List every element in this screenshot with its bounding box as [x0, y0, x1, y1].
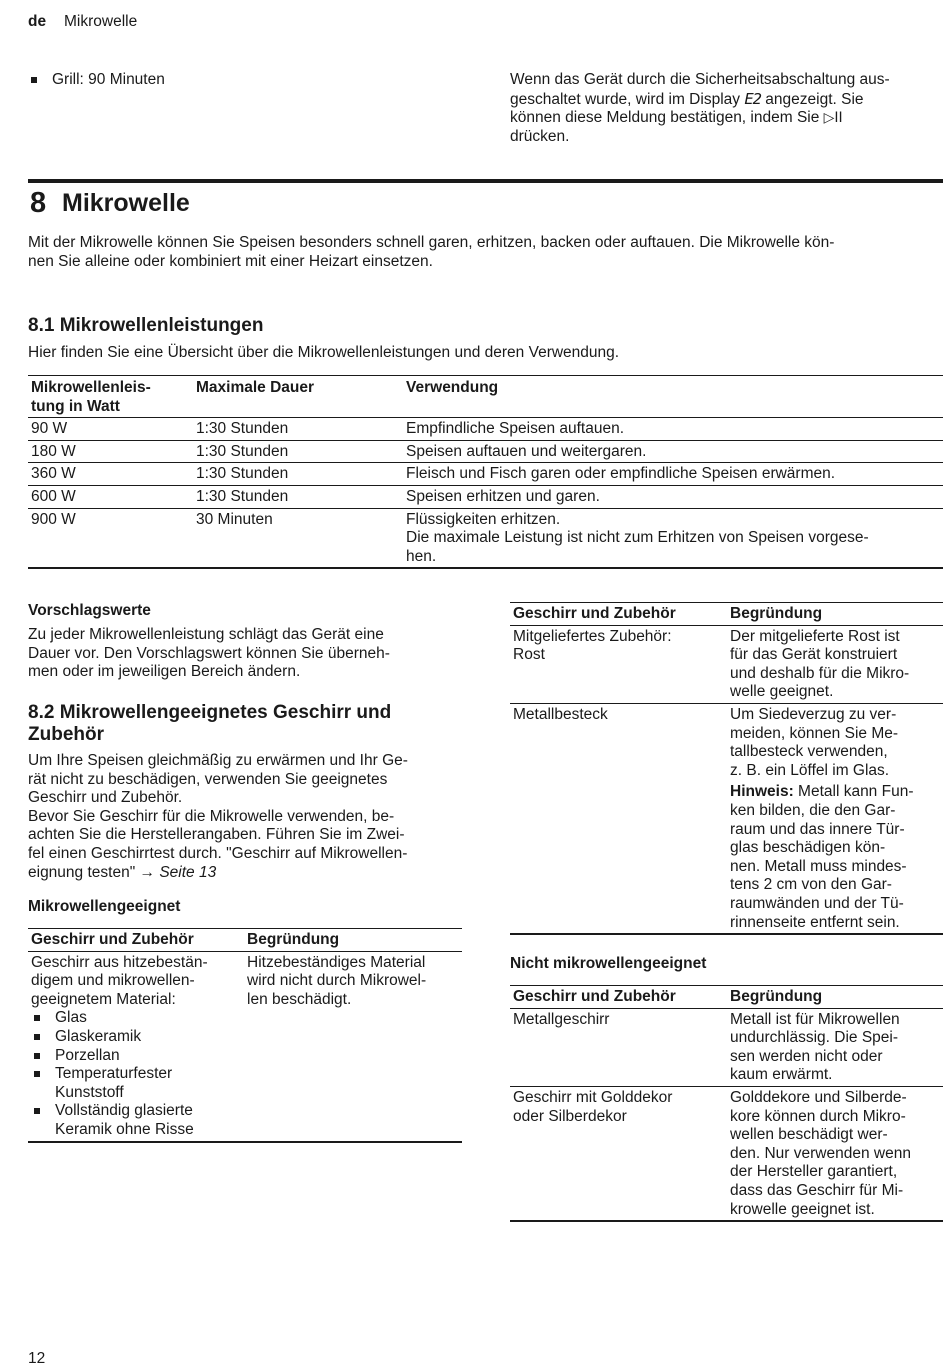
- list-item: Glas: [31, 1009, 241, 1028]
- list-item: Porzellan: [31, 1047, 241, 1066]
- table-row: Geschirr mit Golddekor oder Silberdekor Golddekore und Silberde- kore können durch Mikro- wellen beschädigt wer- den. Nur verwenden wenn der Hersteller garantiert, dass das Geschirr für Mi- krowelle geeignet ist.: [510, 1086, 943, 1221]
- table-header-row: [28, 376, 943, 418]
- suggested-values-text: Zu jeder Mikrowellenleistung schlägt das Gerät eine Dauer vor. Den Vorschlagswert können Sie überneh- men oder im jeweiligen Bereich ändern.: [28, 626, 390, 681]
- safety-shutdown-note: [510, 71, 943, 146]
- arrow-right-icon: →: [139, 863, 156, 881]
- display-code: E2: [744, 89, 761, 108]
- accessories-table: [510, 602, 943, 935]
- language-code: de: [28, 13, 47, 30]
- note-label: Hinweis:: [730, 783, 794, 801]
- note-line-3: können diese Meldung bestätigen, indem Sie ▷II: [510, 109, 843, 127]
- section-title-8-1: 8.1 Mikrowellenleistungen: [28, 315, 264, 336]
- table-row: Metallbesteck Um Siedeverzug zu ver- meiden, können Sie Me- tallbesteck verwenden, z. B. ein Löffel im Glas. Hinweis: Metall kann Fun- ken bilden, die den Gar- raum und das innere Tür- glas beschädigen kön- nen. Metall muss mindes- tens 2 cm von den Gar- raumwänden und der Tü- rinnenseite entfernt sein.: [510, 703, 943, 934]
- suitable-cookware-table: [28, 928, 462, 1143]
- list-item: Temperaturfester Kunststoff: [31, 1065, 241, 1102]
- list-item: Glaskeramik: [31, 1028, 241, 1047]
- paragraph-1: Um Ihre Speisen gleichmäßig zu erwärmen und Ihr Ge- rät nicht zu beschädigen, verwenden Sie geeignetes Geschirr und Zubehör.: [28, 752, 408, 807]
- table-row: 180 W 1:30 Stunden Speisen auftauen und weitergaren.: [28, 440, 943, 463]
- table-row: 360 W 1:30 Stunden Fleisch und Fisch garen oder empfindliche Speisen erwärmen.: [28, 463, 943, 486]
- note-line-1: Wenn das Gerät durch die Sicherheitsabschaltung aus-: [510, 71, 890, 88]
- section-8-2-body: [28, 752, 468, 882]
- suitable-title: Mikrowellengeeignet: [28, 898, 181, 915]
- section-title-8-2: 8.2 Mikrowellengeeignetes Geschirr und Zubehör: [28, 702, 392, 745]
- table-row: 900 W 30 Minuten Flüssigkeiten erhitzen. Die maximale Leistung ist nicht zum Erhitzen von Speisen vorgese- hen.: [28, 508, 943, 568]
- table-row: Geschirr aus hitzebestän- digem und mikrowellen- geeignetem Material: Glas Glaskeramik Porzellan Temperaturfester Kunststoff Vollständig glasierte Keramik ohne Risse Hitzebeständiges Material wird nicht durch Mikrowel- len beschädigt.: [28, 951, 462, 1141]
- page-reference-link[interactable]: Seite 13: [159, 863, 217, 881]
- note-line-4: drücken.: [510, 127, 570, 145]
- list-item: Vollständig glasierte Keramik ohne Risse: [31, 1102, 241, 1139]
- page-number: 12: [28, 1350, 46, 1367]
- table-row: 90 W 1:30 Stunden Empfindliche Speisen auftauen.: [28, 418, 943, 441]
- suggested-values-title: Vorschlagswerte: [28, 602, 151, 619]
- chapter-intro: Mit der Mikrowelle können Sie Speisen besonders schnell garen, erhitzen, backen oder auftauen. Die Mikrowelle kön- nen Sie alleine oder kombiniert mit einer Heizart einsetzen.: [28, 234, 835, 270]
- top-left-block: [28, 71, 468, 90]
- header-duration: Maximale Dauer: [196, 379, 315, 396]
- table-row: Mitgeliefertes Zubehör: Rost Der mitgelieferte Rost ist für das Gerät konstruiert und deshalb für die Mikro- welle geeignet.: [510, 625, 943, 703]
- unsuitable-cookware-table: [510, 985, 943, 1222]
- table-header-row: Geschirr und Zubehör Begründung: [510, 603, 943, 626]
- chapter-title: Mikrowelle: [62, 189, 190, 217]
- start-pause-icon: ▷II: [823, 110, 843, 127]
- table-header-row: Geschirr und Zubehör Begründung: [28, 929, 462, 952]
- header-usage: Verwendung: [406, 379, 499, 396]
- note-line-2: geschaltet wurde, wird im Display E2 angezeigt. Sie: [510, 89, 864, 108]
- header-power: Mikrowellenleis- tung in Watt: [31, 379, 151, 415]
- microwave-power-table: [28, 375, 943, 569]
- chapter-rule: [28, 179, 943, 183]
- table-header-row: Geschirr und Zubehör Begründung: [510, 986, 943, 1009]
- metal-note: Hinweis: Metall kann Fun- ken bilden, die den Gar- raum und das innere Tür- glas beschädigen kön- nen. Metall muss mindes- tens 2 cm von den Gar- raumwänden und der Tü- rinnenseite entfernt sein.: [730, 783, 914, 931]
- section-8-1-intro: Hier finden Sie eine Übersicht über die Mikrowellenleistungen und deren Verwendung.: [28, 344, 620, 361]
- table-row: Metallgeschirr Metall ist für Mikrowellen undurchlässig. Die Spei- sen werden nicht oder kaum erwärmt.: [510, 1008, 943, 1086]
- bullet-item-grill: Grill: 90 Minuten: [28, 71, 468, 90]
- table-row: 600 W 1:30 Stunden Speisen erhitzen und garen.: [28, 485, 943, 508]
- not-suitable-title: Nicht mikrowellengeeignet: [510, 955, 707, 972]
- chapter-number: 8: [30, 187, 47, 219]
- header-title: Mikrowelle: [64, 13, 138, 30]
- paragraph-2: Bevor Sie Geschirr für die Mikrowelle verwenden, be- achten Sie die Herstellerangaben. Führen Sie im Zwei- fel einen Geschirrtest durch. "Geschirr auf Mikrowellen- eignung testen" → Seite 13: [28, 807, 408, 881]
